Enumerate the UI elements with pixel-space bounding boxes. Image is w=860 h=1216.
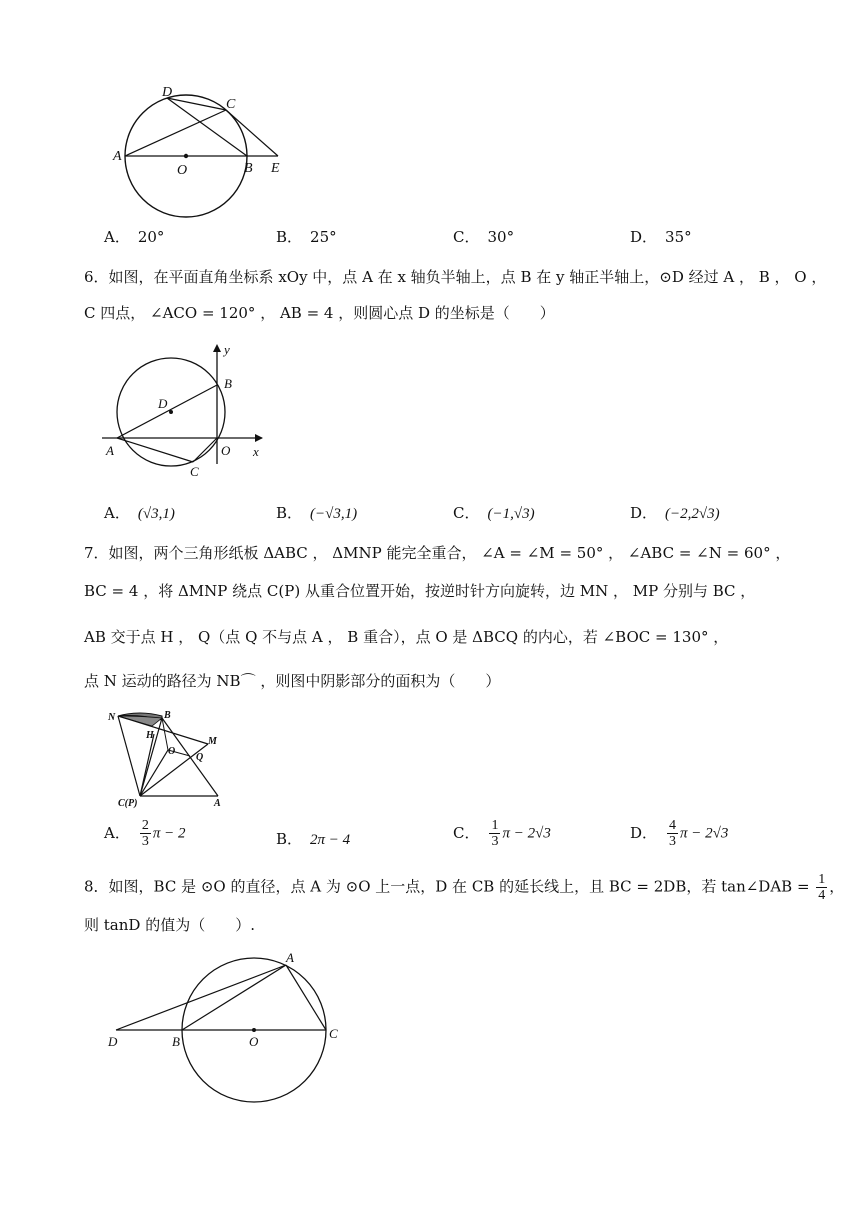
label-H: H (146, 730, 154, 741)
q8-line-1-end: ， (829, 877, 845, 896)
q6-option-b: B． (−√3,1) (276, 504, 358, 522)
label-M: M (208, 736, 217, 747)
q8-line-1 (84, 872, 844, 903)
label-CP: C(P) (118, 798, 138, 809)
q5-option-d: D． 35° (630, 228, 692, 246)
q8-fraction: $\frac{1}{4}$ (818, 872, 826, 903)
label-O: O (249, 1034, 259, 1049)
q5-option-a: A． 20° (104, 228, 165, 246)
label-x: x (253, 444, 259, 459)
label-C: C (190, 464, 199, 479)
q5-option-b: B． 25° (276, 228, 337, 246)
label-Q: Q (196, 752, 204, 763)
label-D: D (108, 1034, 118, 1049)
label-C: C (329, 1026, 338, 1041)
label-N: N (108, 712, 116, 723)
q7-line-2: BC = 4 ，将 ΔMNP 绕点 C(P) 从重合位置开始，按逆时针方向旋转，边 MN ， MP 分别与 BC ， (84, 582, 756, 600)
label-D: D (158, 396, 168, 411)
q8-line-2: 则 tanD 的值为（ ）. (84, 916, 255, 934)
label-C: C (226, 97, 236, 112)
q7-option-b: B． 2π − 4 (276, 830, 351, 848)
q7-line-3: AB 交于点 H ， Q（点 Q 不与点 A ， B 重合），点 O 是 ΔBCQ 的内心，若 ∠BOC = 130° ， (84, 628, 729, 646)
label-A: A (106, 443, 114, 458)
q5-option-c: C． 30° (453, 228, 515, 246)
q7-line-1: 7．如图，两个三角形纸板 ΔABC ， ΔMNP 能完全重合， ∠A = ∠M = 50° ， ∠ABC = ∠N = 60° ， (84, 544, 791, 562)
q6-option-a: A． (√3,1) (104, 504, 175, 522)
q6-line-2: C 四点， ∠ACO = 120° ， AB = 4 ，则圆心点 D 的坐标是（ ） (84, 304, 555, 322)
label-O: O (168, 746, 176, 757)
label-O: O (177, 163, 188, 178)
label-O: O (221, 443, 231, 458)
label-B: B (224, 376, 232, 391)
label-A: A (214, 798, 221, 809)
q7-figure (104, 704, 234, 808)
q7-option-d: D． $\frac{4}{3}$ π − 2√3 (630, 818, 729, 849)
q6-option-d: D． (−2,2√3) (630, 504, 720, 522)
q7-line-4: 点 N 运动的路径为 NB⌒ ，则图中阴影部分的面积为（ ） (84, 672, 501, 690)
label-B: B (164, 710, 171, 721)
q5-figure (108, 80, 298, 200)
q7-option-a: A． $\frac{2}{3}$ π − 2 (104, 818, 186, 849)
q7-option-c: C． $\frac{1}{3}$ π − 2√3 (453, 818, 551, 849)
label-A: A (113, 149, 122, 164)
label-y: y (224, 342, 230, 357)
q6-option-c: C． (−1,√3) (453, 504, 535, 522)
label-B: B (172, 1034, 180, 1049)
q8-line-1-text: 8．如图，BC 是 ⊙O 的直径，点 A 为 ⊙O 上一点，D 在 CB 的延长线上，且 BC = 2DB，若 tan∠DAB = (84, 877, 815, 896)
label-B: B (244, 161, 253, 176)
label-D: D (162, 85, 173, 100)
q6-figure (100, 340, 270, 479)
q6-line-1: 6．如图，在平面直角坐标系 xOy 中，点 A 在 x 轴负半轴上，点 B 在 y 轴正半轴上，⊙D 经过 A ， B ， O ， (84, 268, 827, 286)
label-E: E (271, 161, 280, 176)
label-A: A (286, 950, 294, 965)
q8-figure (100, 948, 360, 1108)
